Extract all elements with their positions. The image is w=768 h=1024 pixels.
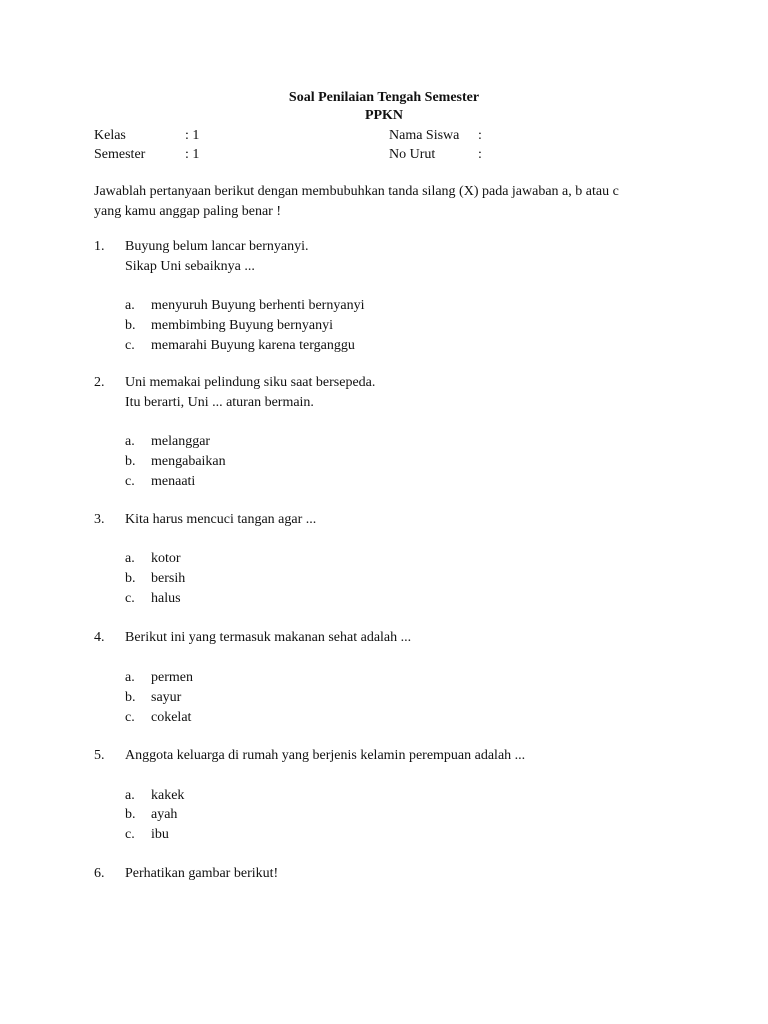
option-text: menaati bbox=[151, 474, 196, 489]
question-line: Sikap Uni sebaiknya ... bbox=[125, 259, 255, 274]
page-title: Soal Penilaian Tengah Semester bbox=[288, 90, 480, 105]
subject-title: PPKN bbox=[364, 108, 404, 123]
option-text: memarahi Buyung karena terganggu bbox=[151, 338, 355, 353]
question-number: 6. bbox=[94, 866, 105, 881]
option-text: cokelat bbox=[151, 710, 192, 725]
instruction-line: Jawablah pertanyaan berikut dengan membubuhkan tanda silang (X) pada jawaban a, b atau c bbox=[94, 184, 619, 199]
question-line: Anggota keluarga di rumah yang berjenis kelamin perempuan adalah ... bbox=[125, 748, 526, 763]
instructions bbox=[94, 182, 694, 222]
option-letter: b. bbox=[125, 807, 136, 822]
option-letter: a. bbox=[125, 298, 135, 313]
no-urut-value: : bbox=[478, 147, 482, 162]
option-text: mengabaikan bbox=[151, 454, 226, 469]
kelas-value: : 1 bbox=[185, 128, 200, 143]
option-text: ibu bbox=[151, 827, 169, 842]
option-text: bersih bbox=[151, 571, 186, 586]
option-text: ayah bbox=[151, 807, 178, 822]
option-letter: a. bbox=[125, 434, 135, 449]
nama-siswa-value: : bbox=[478, 128, 482, 143]
question-line: Kita harus mencuci tangan agar ... bbox=[125, 512, 317, 527]
option-letter: b. bbox=[125, 571, 136, 586]
no-urut-label: No Urut bbox=[389, 147, 436, 162]
question-number: 4. bbox=[94, 630, 105, 645]
question-line: Buyung belum lancar bernyanyi. bbox=[125, 239, 309, 254]
question-text bbox=[125, 864, 278, 884]
question-line: Itu berarti, Uni ... aturan bermain. bbox=[125, 395, 314, 410]
option-text: halus bbox=[151, 591, 181, 606]
option-text: menyuruh Buyung berhenti bernyanyi bbox=[151, 298, 365, 313]
semester-label: Semester bbox=[94, 147, 146, 162]
option-letter: a. bbox=[125, 551, 135, 566]
question-number: 3. bbox=[94, 512, 105, 527]
question-number: 1. bbox=[94, 239, 105, 254]
instruction-line: yang kamu anggap paling benar ! bbox=[94, 204, 281, 219]
option-letter: c. bbox=[125, 338, 135, 353]
option-text: permen bbox=[151, 670, 193, 685]
nama-siswa-label: Nama Siswa bbox=[389, 128, 460, 143]
option-text: sayur bbox=[151, 690, 182, 705]
question-text bbox=[125, 373, 375, 413]
question-text bbox=[125, 628, 411, 648]
question-line: Berikut ini yang termasuk makanan sehat adalah ... bbox=[125, 630, 412, 645]
kelas-label: Kelas bbox=[94, 128, 126, 143]
option-text: kotor bbox=[151, 551, 181, 566]
option-text: membimbing Buyung bernyanyi bbox=[151, 318, 333, 333]
option-text: melanggar bbox=[151, 434, 211, 449]
option-letter: a. bbox=[125, 788, 135, 803]
option-letter: c. bbox=[125, 827, 135, 842]
option-letter: b. bbox=[125, 454, 136, 469]
option-letter: a. bbox=[125, 670, 135, 685]
question-text bbox=[125, 746, 525, 766]
question-line: Uni memakai pelindung siku saat bersepeda. bbox=[125, 375, 376, 390]
question-text bbox=[125, 510, 316, 530]
option-text: kakek bbox=[151, 788, 185, 803]
option-letter: c. bbox=[125, 474, 135, 489]
question-text bbox=[125, 237, 309, 277]
question-number: 5. bbox=[94, 748, 105, 763]
option-letter: c. bbox=[125, 591, 135, 606]
question-number: 2. bbox=[94, 375, 105, 390]
option-letter: c. bbox=[125, 710, 135, 725]
option-letter: b. bbox=[125, 318, 136, 333]
question-line: Perhatikan gambar berikut! bbox=[125, 866, 279, 881]
semester-value: : 1 bbox=[185, 147, 200, 162]
option-letter: b. bbox=[125, 690, 136, 705]
